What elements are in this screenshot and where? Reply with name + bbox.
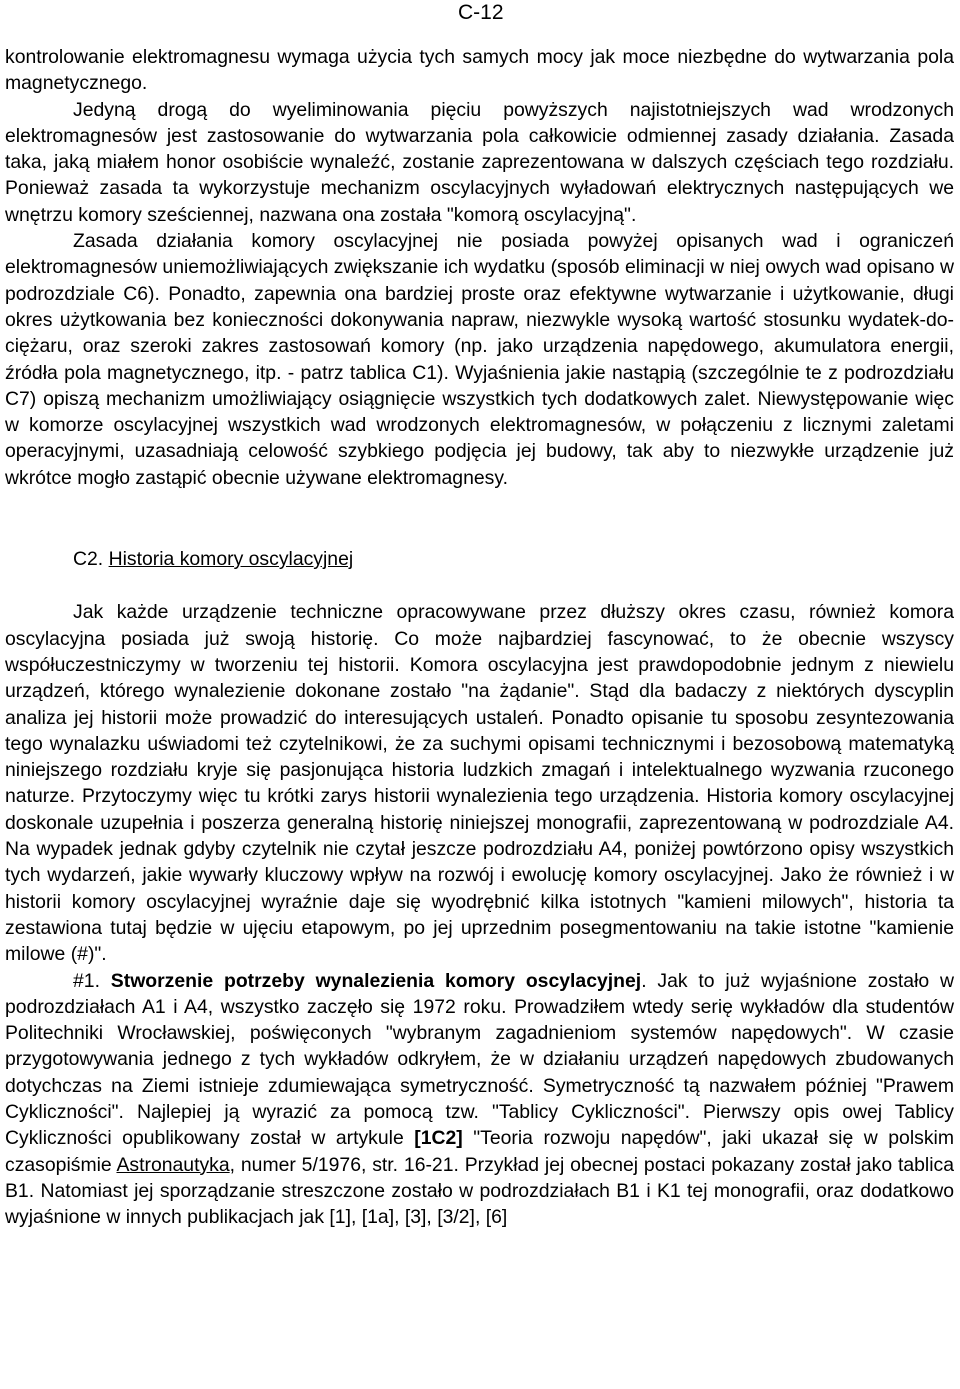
section-title: Historia komory oscylacyjnej xyxy=(108,548,354,571)
paragraph: Zasada działania komory oscylacyjnej nie posiada powyżej opisanych wad i ograniczeń elektromagnesów uniemożliwiających zwiększanie ich wydatku (sposób eliminacji w niej owych wad opisano w podrozdziale C6). Ponadto, zapewnia ona bardziej proste oraz efektywne wytwarzanie i użytkowanie, długi okres użytkowania bez konieczności dokonywania napraw, niezwykle wysoką wartość stosunku wydatek-do-ciężaru, oraz szeroki zakres zastosowań komory (np. jako urządzenia napędowego, akumulatora energii, źródła pola magnetycznego, itp. - patrz tablica C1). Wyjaśnienia jakie nastąpią (szczególnie te z podrozdziału C7) opiszą mechanizm umożliwiający osiągnięcie wszystkich tych dodatkowych zalet. Niewystępowanie więc w komorze oscylacyjnej wszystkich wad wrodzonych elektromagnesów, w połączeniu z licznymi zaletami operacyjnymi, uzasadniają celowość szybkiego podjęcia jej budowy, tak aby to niezwykłe urządzenie już wkrótce mogło zastąpić obecnie używane elektromagnesy. xyxy=(5,230,954,489)
milestone-text: . Jak to już wyjaśnione zostało w podrozdziałach A1 i A4, wszystko zaczęło się 1972 roku. Prowadziłem wtedy serię wykładów dla studentów Politechniki Wrocławskiej, poświęconych "wybranym zagadnieniom systemów napędowych". W czasie przygotowywania jednego z tych wykładów odkryłem, że w działaniu urządzeń napędowych zbudowanych dotychczas na Ziemi istnieje zdumiewająca symetryczność. Symetryczność tą nazwałem później "Prawem Cykliczności". Najlepiej ją wyrazić za pomocą tzw. "Tablicy Cykliczności". Pierwszy opis owej Tablicy Cykliczności opublikowany został w artykule xyxy=(5,969,954,1150)
milestone-paragraph xyxy=(5,968,954,1231)
section-heading xyxy=(5,546,954,572)
section-number: C2. xyxy=(73,548,104,571)
page-number: C-12 xyxy=(458,1,504,24)
milestone-marker: #1. xyxy=(73,969,100,992)
milestone-text: , numer 5/1976, str. 16-21. Przykład jej obecnej postaci pokazany został jako tablica B1. Natomiast jej sporządzanie streszczone zostało w podrozdziałach B1 i K1 tej monografii, oraz dodatkowo wyjaśnione w innych publikacjach jak [1], [1a], [3], [3/2], [6] xyxy=(5,1153,954,1229)
paragraph: kontrolowanie elektromagnesu wymaga użycia tych samych mocy jak moce niezbędne do wytwarzania pola magnetycznego. xyxy=(5,46,954,95)
paragraph: Jak każde urządzenie techniczne opracowywane przez dłuższy okres czasu, również komora oscylacyjna posiada już swoją historię. Co może najbardziej fascynować, to że obecnie wszyscy współuczestniczymy w tworzeniu tej historii. Komora oscylacyjna jest prawdopodobnie jednym z niewielu urządzeń, którego wynalezienie dokonane zostało "na żądanie". Stąd dla badaczy z niektórych dyscyplin analiza jej historii może prowadzić do interesujących ustaleń. Ponadto opisanie tu sposobu zesyntezowania tego wynalazku uświadomi też czytelnikowi, że za suchymi opisami technicznymi i bezosobową matematyką niniejszego rozdziału kryje się pasjonująca historia ludzkich zmagań i intelektualnego wyzwania rzuconego naturze. Przytoczymy więc tu krótki zarys historii wynalezienia tego urządzenia. Historia komory oscylacyjnej doskonale uzupełnia i poszerza generalną historię niniejszej monografii, zaprezentowaną w podrozdziale A4. Na wypadek jednak gdyby czytelnik nie czytał jeszcze podrozdziału A4, poniżej powtórzono opisy wszystkich tych wydarzeń, jakie wywarły kluczowy wpływ na rozwój i ewolucję komory oscylacyjnej. Jako że również i w historii komory oscylacyjnej wyraźnie daje się wyodrębnić kilka istotnych "kamieni milowych", historia ta zestawiona tutaj będzie w ujęciu etapowym, po jej uprzednim posegmentowaniu na takie istotne "kamienie milowe (#)". xyxy=(5,601,954,966)
paragraph: Jedyną drogą do wyeliminowania pięciu powyższych najistotniejszych wad wrodzonych elektromagnesów jest zastosowanie do wytwarzania pola całkowicie odmiennej zasady działania. Zasada taka, jaką miałem honor osobiście wynaleźć, zostanie zaprezentowana w dalszych częściach tego rozdziału. Ponieważ zasada ta wykorzystuje mechanizm oscylacyjnych wyładowań elektrycznych następujących we wnętrzu komory sześciennej, nazwana ona została "komorą oscylacyjną". xyxy=(5,98,954,226)
milestone-text: "Teoria rozwoju napędów", jaki ukazał się w polskim czasopiśmie xyxy=(5,1127,954,1176)
reference-label: [1C2] xyxy=(414,1127,463,1150)
document-page xyxy=(5,0,954,1389)
milestone-title: Stworzenie potrzeby wynalezienia komory oscylacyjnej xyxy=(110,969,642,992)
body-text xyxy=(5,44,954,1230)
journal-name: Astronautyka xyxy=(116,1153,230,1176)
